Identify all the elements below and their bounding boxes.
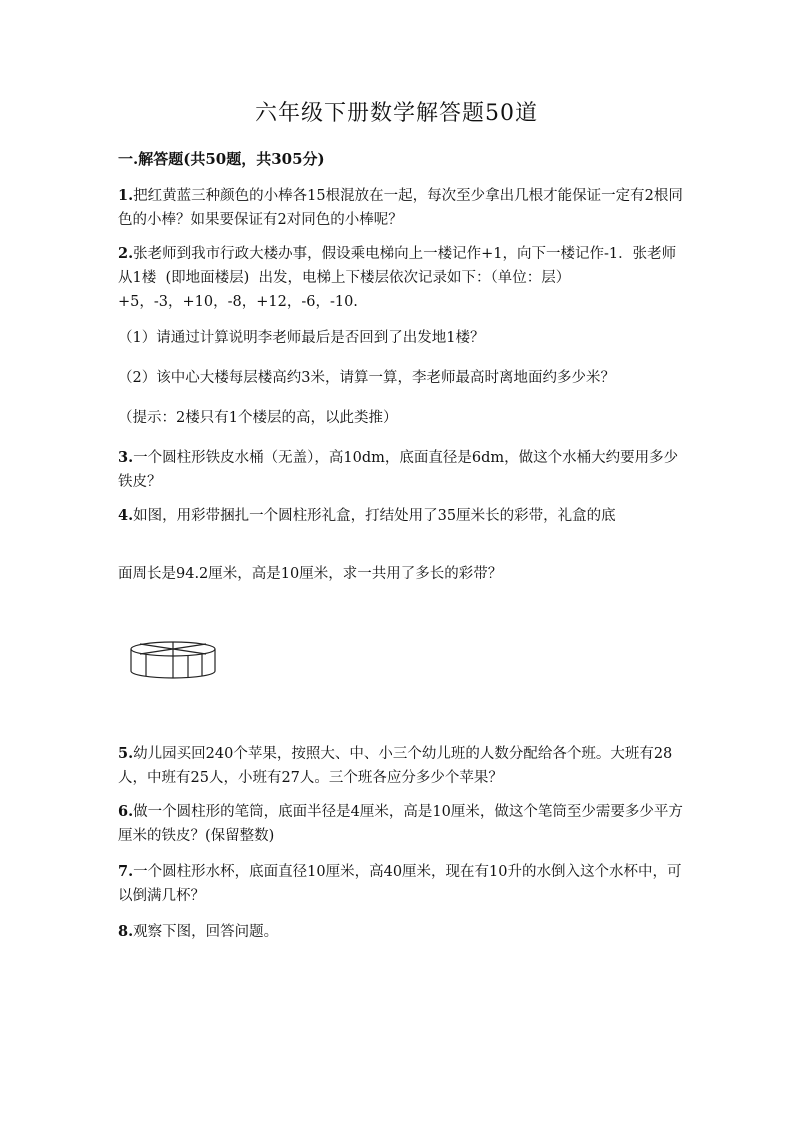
question-6 (118, 800, 683, 848)
question-number: 6. (118, 803, 134, 820)
question-2-sub-2: （2）该中心大楼每层楼高约3米，请算一算，李老师最高时离地面约多少米？ (118, 370, 615, 386)
question-number: 2. (118, 245, 134, 262)
question-text: 一个圆柱形铁皮水桶（无盖），高10dm，底面直径是6dm，做这个水桶大约要用多少铁皮？ (118, 450, 679, 490)
cylinder-gift-box-figure (128, 638, 218, 684)
question-3 (118, 446, 683, 494)
question-text: 如图，用彩带捆扎一个圆柱形礼盒，打结处用了35厘米长的彩带，礼盒的底 (133, 508, 616, 524)
section-heading: 一.解答题(共50题，共305分) (118, 150, 325, 168)
question-1 (118, 184, 683, 232)
question-text: 观察下图，回答问题。 (133, 924, 279, 940)
question-2-hint: （提示：2楼只有1个楼层的高，以此类推） (118, 410, 398, 426)
question-text: 做一个圆柱形的笔筒，底面半径是4厘米，高是10厘米，做这个笔筒至少需要多少平方厘米的铁皮？(保留整数) (118, 804, 683, 844)
question-number: 8. (118, 923, 134, 940)
question-number: 4. (118, 507, 134, 524)
question-number: 1. (118, 187, 134, 204)
question-text: 幼儿园买回240个苹果，按照大、中、小三个幼儿班的人数分配给各个班。大班有28人，中班有25人，小班有27人。三个班各应分多少个苹果？ (118, 746, 673, 786)
question-number: 7. (118, 863, 134, 880)
question-5 (118, 742, 683, 790)
question-text: 把红黄蓝三种颜色的小棒各15根混放在一起，每次至少拿出几根才能保证一定有2根同色的小棒？如果要保证有2对同色的小棒呢？ (118, 188, 683, 228)
page-title: 六年级下册数学解答题50道 (255, 101, 538, 126)
question-2-sub-1: （1）请通过计算说明李老师最后是否回到了出发地1楼？ (118, 330, 485, 346)
question-4-line-2: 面周长是94.2厘米，高是10厘米，求一共用了多长的彩带？ (118, 566, 503, 582)
question-number: 5. (118, 745, 134, 762)
question-7 (118, 860, 683, 908)
question-4-line-1 (118, 504, 683, 528)
question-2 (118, 242, 683, 314)
question-text: 张老师到我市行政大楼办事，假设乘电梯向上一楼记作+1，向下一楼记作-1．张老师从1楼 (即地面楼层) 出发，电梯上下楼层依次记录如下：（单位：层）+5，-3，+10，-8，+12，-6，-10. (118, 246, 677, 310)
question-text: 一个圆柱形水杯，底面直径10厘米，高40厘米，现在有10升的水倒入这个水杯中，可以倒满几杯？ (118, 864, 682, 904)
question-8 (118, 920, 683, 944)
question-number: 3. (118, 449, 134, 466)
